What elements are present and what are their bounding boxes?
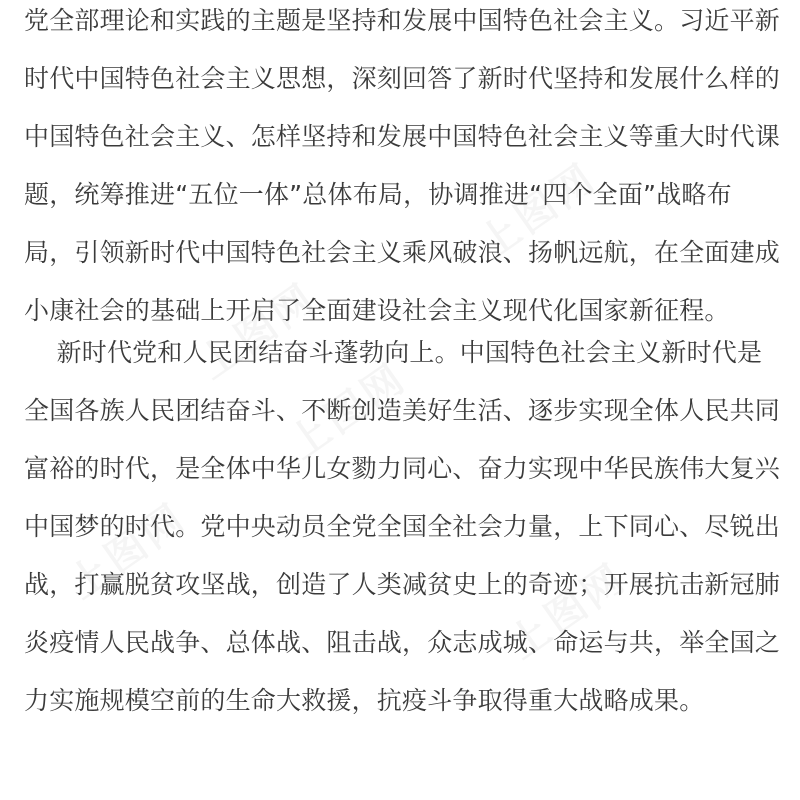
text-line: 小康社会的基础上开启了全面建设社会主义现代化国家新征程。 — [24, 296, 730, 325]
text-line: 时代中国特色社会主义思想，深刻回答了新时代坚持和发展什么样的 — [24, 64, 781, 93]
text-line: 局，引领新时代中国特色社会主义乘风破浪、扬帆远航，在全面建成 — [24, 238, 781, 267]
text-line: 新时代党和人民团结奋斗蓬勃向上。中国特色社会主义新时代是 — [24, 338, 763, 367]
text-line: 战，打赢脱贫攻坚战，创造了人类减贫史上的奇迹；开展抗击新冠肺 — [24, 570, 781, 599]
text-line: 力实施规模空前的生命大救援，抗疫斗争取得重大战略成果。 — [24, 686, 705, 715]
watermark: 上图网 — [60, 494, 196, 609]
text-line: 党全部理论和实践的主题是坚持和发展中国特色社会主义。习近平新 — [24, 6, 781, 35]
watermark: 上图网 — [500, 554, 636, 669]
text-line: 富裕的时代，是全体中华儿女勠力同心、奋力实现中华民族伟大复兴 — [24, 454, 781, 483]
watermark: 上图网 — [470, 154, 606, 269]
paragraph-2 — [24, 324, 780, 730]
text-line: 题，统筹推进“五位一体”总体布局，协调推进“四个全面”战略布 — [24, 180, 732, 209]
text-line: 炎疫情人民战争、总体战、阻击战，众志成城、命运与共，举全国之 — [24, 628, 781, 657]
paragraph-1 — [24, 0, 780, 340]
watermark: 上图网 — [280, 354, 416, 469]
watermark: 上图网 — [190, 274, 326, 389]
text-line: 中国梦的时代。党中央动员全党全国全社会力量，上下同心、尽锐出 — [24, 512, 781, 541]
text-line: 全国各族人民团结奋斗、不断创造美好生活、逐步实现全体人民共同 — [24, 396, 781, 425]
text-line: 中国特色社会主义、怎样坚持和发展中国特色社会主义等重大时代课 — [24, 122, 781, 151]
